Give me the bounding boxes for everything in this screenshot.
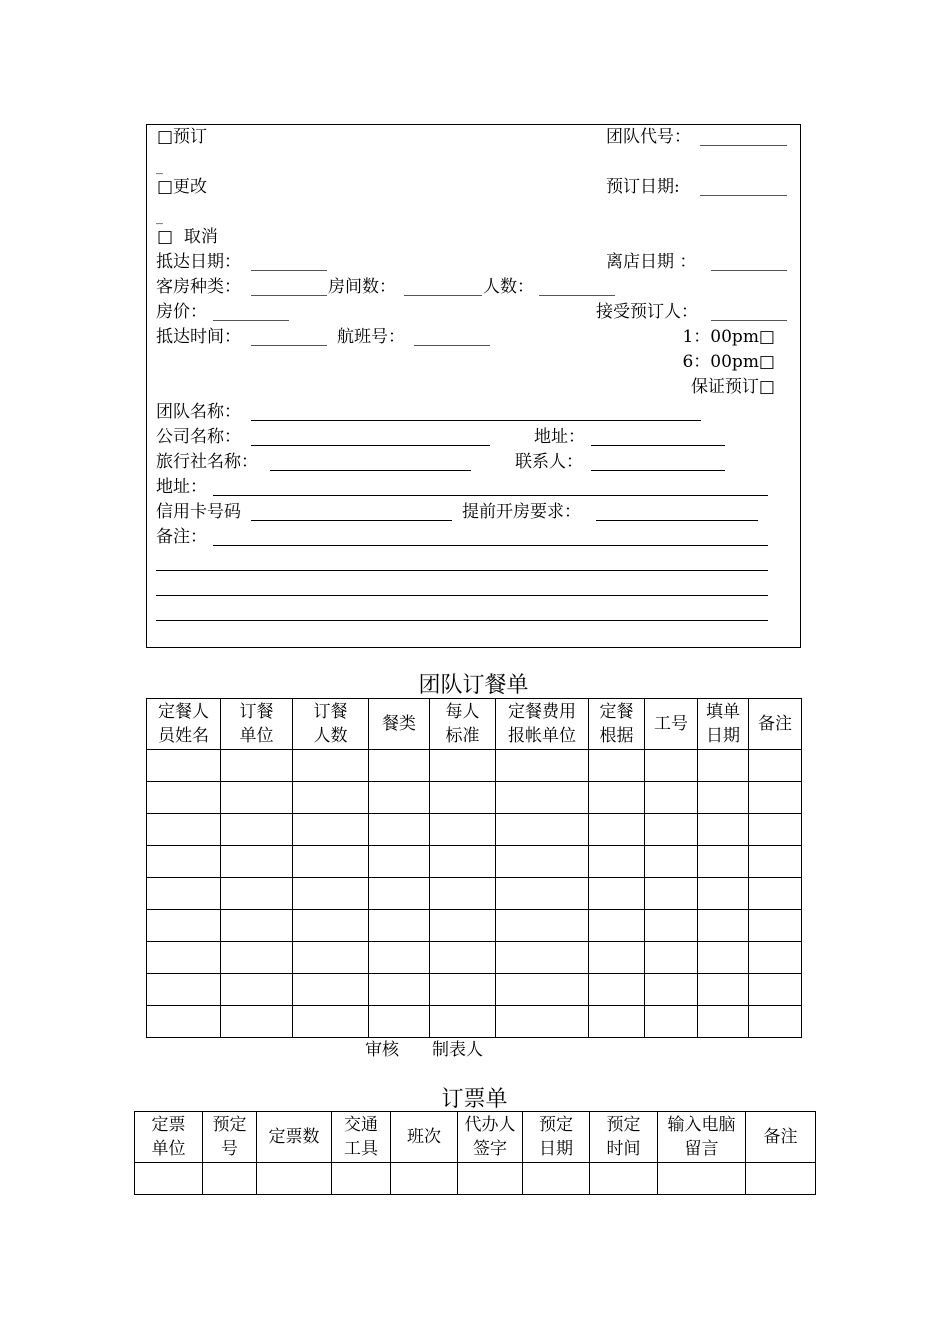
table-cell[interactable] — [523, 1163, 590, 1195]
table-cell[interactable] — [147, 974, 221, 1006]
table-cell[interactable] — [589, 974, 645, 1006]
header-per-person-rate: 每人 标准 — [430, 699, 496, 750]
table-cell[interactable] — [589, 814, 645, 846]
table-cell[interactable] — [221, 750, 293, 782]
table-cell[interactable] — [430, 750, 496, 782]
guaranteed-checkbox[interactable]: 保证预订□ — [690, 377, 775, 397]
table-cell[interactable] — [496, 750, 589, 782]
table-cell[interactable] — [293, 1006, 369, 1038]
table-cell[interactable] — [430, 782, 496, 814]
credit-card-field[interactable] — [251, 520, 452, 521]
table-cell[interactable] — [221, 910, 293, 942]
table-cell[interactable] — [221, 814, 293, 846]
header-ticket-unit: 定票 单位 — [135, 1112, 203, 1163]
table-cell[interactable] — [293, 878, 369, 910]
table-cell[interactable] — [496, 910, 589, 942]
early-checkin-label: 提前开房要求： — [462, 502, 581, 522]
guests-field[interactable] — [539, 295, 615, 296]
table-cell[interactable] — [645, 1006, 698, 1038]
meal-table — [146, 698, 802, 1038]
booking-date-field[interactable] — [700, 195, 787, 196]
table-cell[interactable] — [496, 974, 589, 1006]
table-cell[interactable] — [430, 814, 496, 846]
box-mark: _ — [156, 159, 163, 175]
cancel-checkbox[interactable]: □ 取消 — [157, 227, 218, 247]
table-cell[interactable] — [746, 1163, 816, 1195]
room-type-label: 客房种类： — [156, 277, 241, 297]
table-cell[interactable] — [203, 1163, 257, 1195]
header-order-basis: 定餐 根据 — [589, 699, 645, 750]
table-cell[interactable] — [698, 782, 749, 814]
meal-row — [147, 974, 802, 1006]
header-meal-type: 餐类 — [369, 699, 430, 750]
table-cell[interactable] — [589, 750, 645, 782]
table-cell[interactable] — [147, 814, 221, 846]
table-cell[interactable] — [698, 974, 749, 1006]
table-cell[interactable] — [698, 846, 749, 878]
header-remarks: 备注 — [749, 699, 802, 750]
table-cell[interactable] — [135, 1163, 203, 1195]
early-checkin-field[interactable] — [596, 520, 758, 521]
rate-field[interactable] — [213, 320, 289, 321]
table-cell[interactable] — [147, 1006, 221, 1038]
table-cell[interactable] — [430, 942, 496, 974]
arrival-time-label: 抵达时间： — [156, 327, 241, 347]
table-cell[interactable] — [369, 974, 430, 1006]
booking-date-label: 预订日期: — [606, 177, 680, 197]
table-cell[interactable] — [430, 910, 496, 942]
table-cell[interactable] — [698, 910, 749, 942]
table-cell[interactable] — [645, 846, 698, 878]
remarks-line[interactable] — [156, 570, 768, 571]
table-cell[interactable] — [369, 910, 430, 942]
table-cell[interactable] — [332, 1163, 391, 1195]
table-cell[interactable] — [698, 878, 749, 910]
table-cell[interactable] — [749, 814, 802, 846]
header-staff-no: 工号 — [645, 699, 698, 750]
contact-field[interactable] — [591, 470, 725, 471]
table-cell[interactable] — [749, 1006, 802, 1038]
table-cell[interactable] — [645, 942, 698, 974]
arrival-date-field[interactable] — [251, 270, 327, 271]
meal-row — [147, 910, 802, 942]
remarks-line[interactable] — [156, 595, 768, 596]
table-cell[interactable] — [221, 942, 293, 974]
header-fill-date: 填单 日期 — [698, 699, 749, 750]
table-cell[interactable] — [369, 942, 430, 974]
departure-date-label: 离店日期 ： — [606, 252, 697, 272]
ticket-table — [134, 1111, 816, 1195]
company-name-field[interactable] — [251, 445, 490, 446]
table-cell[interactable] — [369, 782, 430, 814]
table-cell[interactable] — [147, 910, 221, 942]
meal-row — [147, 814, 802, 846]
room-count-label: 房间数： — [328, 277, 396, 297]
ticket-row — [135, 1163, 816, 1195]
table-cell[interactable] — [589, 910, 645, 942]
table-cell[interactable] — [147, 750, 221, 782]
header-billing-unit: 定餐费用 报帐单位 — [496, 699, 589, 750]
table-cell[interactable] — [749, 846, 802, 878]
team-name-label: 团队名称： — [156, 402, 241, 422]
table-cell[interactable] — [589, 942, 645, 974]
travel-agency-label: 旅行社名称： — [156, 452, 258, 472]
table-cell[interactable] — [430, 974, 496, 1006]
table-cell[interactable] — [221, 846, 293, 878]
table-cell[interactable] — [645, 878, 698, 910]
table-cell[interactable] — [369, 750, 430, 782]
header-service-no: 班次 — [391, 1112, 458, 1163]
table-cell[interactable] — [496, 1006, 589, 1038]
header-ordering-unit: 订餐 单位 — [221, 699, 293, 750]
flight-no-field[interactable] — [414, 345, 490, 346]
table-cell[interactable] — [749, 750, 802, 782]
meal-row — [147, 878, 802, 910]
table-cell[interactable] — [293, 846, 369, 878]
room-count-field[interactable] — [404, 295, 482, 296]
company-address-field[interactable] — [591, 445, 725, 446]
table-cell[interactable] — [749, 782, 802, 814]
address-field[interactable] — [213, 495, 768, 496]
table-cell[interactable] — [293, 974, 369, 1006]
table-cell[interactable] — [698, 814, 749, 846]
accepted-by-label: 接受预订人： — [596, 302, 698, 322]
header-agent-signature: 代办人 签字 — [458, 1112, 523, 1163]
table-cell[interactable] — [698, 750, 749, 782]
header-ticket-count: 定票数 — [257, 1112, 332, 1163]
company-address-label: 地址： — [534, 427, 585, 447]
header-diners: 订餐 人数 — [293, 699, 369, 750]
header-transport: 交通 工具 — [332, 1112, 391, 1163]
contact-label: 联系人： — [515, 452, 583, 472]
table-cell[interactable] — [749, 910, 802, 942]
departure-date-field[interactable] — [711, 270, 787, 271]
arrival-time-field[interactable] — [251, 345, 327, 346]
box-mark: _ — [156, 209, 163, 225]
table-cell[interactable] — [221, 1006, 293, 1038]
table-cell[interactable] — [589, 878, 645, 910]
reserve-checkbox[interactable]: □预订 — [157, 127, 208, 147]
header-reservation-no: 预定 号 — [203, 1112, 257, 1163]
table-cell[interactable] — [749, 878, 802, 910]
table-cell[interactable] — [147, 782, 221, 814]
guests-label: 人数： — [483, 277, 534, 297]
table-cell[interactable] — [589, 782, 645, 814]
table-cell[interactable] — [293, 910, 369, 942]
table-cell[interactable] — [496, 846, 589, 878]
team-name-field[interactable] — [251, 420, 701, 421]
table-cell[interactable] — [458, 1163, 523, 1195]
meal-row — [147, 750, 802, 782]
table-cell[interactable] — [369, 846, 430, 878]
table-cell[interactable] — [749, 974, 802, 1006]
table-cell[interactable] — [645, 750, 698, 782]
table-cell[interactable] — [293, 782, 369, 814]
table-cell[interactable] — [293, 750, 369, 782]
table-cell[interactable] — [369, 878, 430, 910]
preparer-label: 制表人 — [432, 1040, 483, 1060]
change-checkbox[interactable]: □更改 — [157, 177, 208, 197]
table-cell[interactable] — [589, 846, 645, 878]
table-cell[interactable] — [369, 1006, 430, 1038]
table-cell[interactable] — [645, 814, 698, 846]
table-cell[interactable] — [749, 942, 802, 974]
remarks-field[interactable] — [213, 545, 768, 546]
table-cell[interactable] — [698, 1006, 749, 1038]
table-cell[interactable] — [369, 814, 430, 846]
header-computer-note: 输入电脑 留言 — [658, 1112, 746, 1163]
table-cell[interactable] — [496, 814, 589, 846]
table-cell[interactable] — [293, 814, 369, 846]
team-code-field[interactable] — [700, 145, 787, 146]
table-cell[interactable] — [645, 910, 698, 942]
arrival-date-label: 抵达日期： — [156, 252, 241, 272]
meal-row — [147, 846, 802, 878]
room-type-field[interactable] — [251, 295, 327, 296]
meal-sheet-title: 团队订餐单 — [418, 673, 529, 698]
table-cell[interactable] — [658, 1163, 746, 1195]
table-cell[interactable] — [496, 942, 589, 974]
address-label: 地址： — [156, 477, 207, 497]
hold-6pm-checkbox[interactable]: 6：00pm□ — [682, 352, 775, 372]
header-orderer-name: 定餐人 员姓名 — [147, 699, 221, 750]
table-cell[interactable] — [590, 1163, 658, 1195]
ticket-sheet-title: 订票单 — [441, 1087, 508, 1112]
table-cell[interactable] — [496, 878, 589, 910]
table-cell[interactable] — [430, 846, 496, 878]
meal-row — [147, 942, 802, 974]
meal-row — [147, 782, 802, 814]
travel-agency-field[interactable] — [270, 470, 471, 471]
flight-no-label: 航班号： — [337, 327, 405, 347]
meal-row — [147, 1006, 802, 1038]
table-cell[interactable] — [430, 878, 496, 910]
table-cell[interactable] — [147, 878, 221, 910]
table-cell[interactable] — [221, 782, 293, 814]
table-cell[interactable] — [221, 974, 293, 1006]
table-cell[interactable] — [221, 878, 293, 910]
header-booking-date: 预定 日期 — [523, 1112, 590, 1163]
table-cell[interactable] — [147, 942, 221, 974]
table-cell[interactable] — [293, 942, 369, 974]
accepted-by-field[interactable] — [711, 320, 787, 321]
table-cell[interactable] — [496, 782, 589, 814]
credit-card-label: 信用卡号码 — [156, 502, 241, 522]
table-cell[interactable] — [645, 782, 698, 814]
table-cell[interactable] — [698, 942, 749, 974]
table-cell[interactable] — [391, 1163, 458, 1195]
table-cell[interactable] — [147, 846, 221, 878]
team-code-label: 团队代号： — [606, 127, 691, 147]
company-name-label: 公司名称： — [156, 427, 241, 447]
table-cell[interactable] — [430, 1006, 496, 1038]
table-cell[interactable] — [645, 974, 698, 1006]
table-cell[interactable] — [257, 1163, 332, 1195]
header-booking-time: 预定 时间 — [590, 1112, 658, 1163]
rate-label: 房价： — [156, 302, 207, 322]
remarks-label: 备注： — [156, 527, 207, 547]
reviewer-label: 审核 — [365, 1040, 399, 1060]
hold-1pm-checkbox[interactable]: 1：00pm□ — [682, 327, 775, 347]
header-ticket-remarks: 备注 — [746, 1112, 816, 1163]
remarks-line[interactable] — [156, 620, 768, 621]
table-cell[interactable] — [589, 1006, 645, 1038]
